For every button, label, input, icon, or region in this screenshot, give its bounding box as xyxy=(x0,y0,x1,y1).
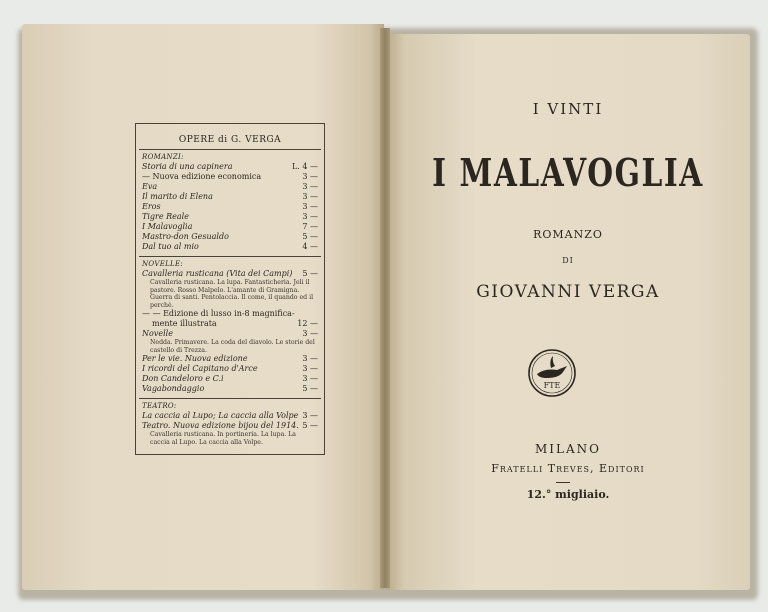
entry-title: Tigre Reale xyxy=(142,212,189,221)
genre-label: ROMANZO xyxy=(533,228,603,241)
entry-price: 3 — xyxy=(302,172,318,181)
lamp-emblem-icon xyxy=(527,348,577,398)
entry-price: 3 — xyxy=(302,212,318,221)
works-list-box xyxy=(135,123,325,455)
logo-lettering: FTE xyxy=(543,381,561,390)
entry-price: 5 — xyxy=(302,232,318,241)
entry-price: 12 — xyxy=(297,319,318,328)
entry-price: 3 — xyxy=(302,329,318,338)
entry-description: Cavalleria rusticana. In portineria. La lupa. La caccia al Lupo. La caccia alla Volpe. xyxy=(150,431,296,446)
divider xyxy=(556,482,570,483)
list-item xyxy=(136,374,324,384)
entry-price: L. 4 — xyxy=(291,162,318,171)
list-item xyxy=(136,172,324,182)
entry-price: 5 — xyxy=(302,421,318,430)
romanzi-list xyxy=(136,162,324,252)
list-item xyxy=(136,242,324,252)
teatro-list xyxy=(136,411,324,431)
entry-price: 4 — xyxy=(302,242,318,251)
list-item xyxy=(136,202,324,212)
entry-title: Dal tuo al mio xyxy=(142,242,199,251)
series-name: I VINTI xyxy=(532,100,604,118)
edition-note: 12.° migliaio. xyxy=(526,488,610,501)
list-item xyxy=(136,212,324,222)
list-item xyxy=(136,411,324,421)
entry-price: 3 — xyxy=(302,364,318,373)
entry-title: Vagabondaggio xyxy=(142,384,205,393)
entry-price: 7 — xyxy=(302,222,318,231)
list-item xyxy=(136,232,324,242)
list-item xyxy=(136,269,324,279)
entry-title: Storia di una capinera xyxy=(142,162,233,171)
entry-title: I ricordi del Capitano d'Arce xyxy=(142,364,258,373)
list-item xyxy=(136,354,324,364)
entry-title: Eva xyxy=(142,182,158,191)
entry-description: Cavalleria rusticana. La lupa. Fantasticheria. Jeli il pastore. Rosso Malpelo. L'amante di Gramigna. Guerra di santi. Pentolaccia. Il come, il quando ed il perchè. xyxy=(150,279,314,309)
entry-title: — — Edizione di lusso in-8 magnifica- xyxy=(142,309,295,318)
entry-title: Mastro-don Gesualdo xyxy=(142,232,229,241)
entry-price: 3 — xyxy=(302,182,318,191)
publisher-name: Fratelli Treves, Editori xyxy=(491,462,645,475)
list-item xyxy=(136,182,324,192)
list-item xyxy=(136,384,324,394)
entry-price: 3 — xyxy=(302,374,318,383)
works-list-title: OPERE di G. VERGA xyxy=(178,135,282,145)
entry-title: Il marito di Elena xyxy=(142,192,213,201)
list-item xyxy=(136,309,324,319)
entry-price: 5 — xyxy=(302,269,318,278)
author-name: GIOVANNI VERGA xyxy=(476,282,660,302)
entry-price: 3 — xyxy=(302,202,318,211)
publisher-city: MILANO xyxy=(535,442,601,456)
entry-title: Cavalleria rusticana (Vita dei Campi) xyxy=(142,269,293,278)
list-item xyxy=(136,192,324,202)
entry-title: I Malavoglia xyxy=(142,222,193,231)
list-item xyxy=(136,222,324,232)
list-item xyxy=(136,162,324,172)
other-works-list xyxy=(136,354,324,394)
book-title: I MALAVOGLIA xyxy=(432,150,704,195)
entry-price: 3 — xyxy=(302,192,318,201)
entry-title: Teatro. Nuova edizione bijou del 1914. xyxy=(142,421,299,430)
novelle-heading: NOVELLE: xyxy=(142,260,184,268)
entry-title: Eros xyxy=(142,202,161,211)
entry-price: 3 — xyxy=(302,354,318,363)
entry-title: mente illustrata xyxy=(152,319,217,328)
entry-title: La caccia al Lupo; La caccia alla Volpe xyxy=(142,411,299,420)
entry-price: 3 — xyxy=(302,411,318,420)
list-item xyxy=(136,329,324,339)
list-item xyxy=(136,421,324,431)
entry-description: Nedda. Primavere. La coda del diavolo. Le storie del castello di Trezza. xyxy=(150,339,315,354)
teatro-heading: TEATRO: xyxy=(142,402,177,410)
entry-price: 5 — xyxy=(302,384,318,393)
list-item xyxy=(136,319,324,329)
entry-title: — Nuova edizione economica xyxy=(142,172,262,181)
romanzi-heading: ROMANZI: xyxy=(142,153,184,161)
entry-title: Novelle xyxy=(142,329,173,338)
list-item xyxy=(136,364,324,374)
entry-title: Per le vie. Nuova edizione xyxy=(142,354,248,363)
entry-title: Don Candeloro e C.i xyxy=(142,374,224,383)
by-label: DI xyxy=(562,256,574,265)
